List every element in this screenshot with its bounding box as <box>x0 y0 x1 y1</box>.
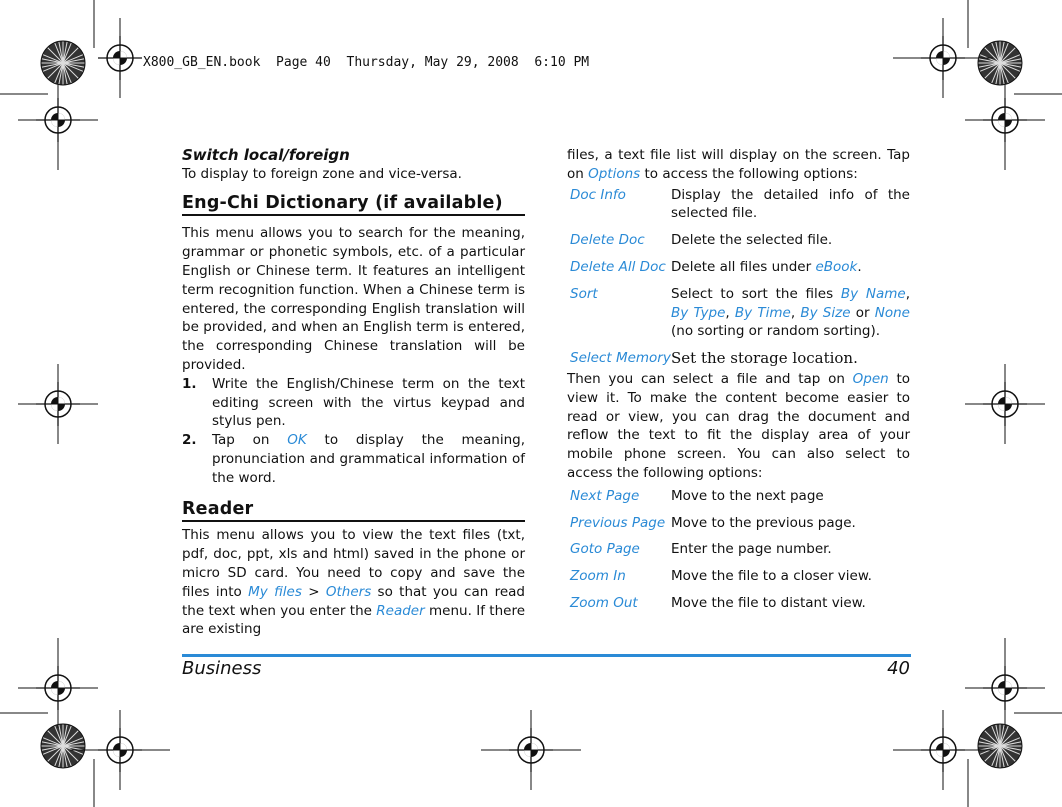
others-link: Others <box>325 583 372 600</box>
option-row <box>567 186 910 232</box>
options-link: Options <box>588 165 641 182</box>
then-text <box>567 370 910 483</box>
intro-text-1: files, a text file list will display on the screen. Tap on <box>567 147 910 182</box>
by-size-link: By Size <box>800 304 851 321</box>
option-desc: Enter the page number. <box>671 541 832 558</box>
option-row <box>567 567 910 594</box>
page-number: 40 <box>887 658 910 679</box>
step-text-post: to display the meaning, pronunciation and grammatical information of the word. <box>212 432 525 486</box>
option-row <box>567 594 910 621</box>
then-text-1: Then you can select a file and tap on <box>567 370 853 387</box>
option-desc: Display the detailed info of the selected file. <box>671 186 910 222</box>
option-key: Zoom Out <box>570 594 638 611</box>
desc-pre: Select to sort the files <box>671 285 841 302</box>
option-desc: Move to the previous page. <box>671 514 856 531</box>
option-desc: Move to the next page <box>671 487 824 504</box>
reader-text-1: This menu allows you to view the text files (txt, pdf, doc, ppt, xls and html) saved in the phone or micro SD card. You need to copy and save the files into <box>182 527 525 600</box>
option-row <box>567 514 910 541</box>
view-options-table <box>567 487 910 621</box>
option-key: Select Memory <box>570 350 671 367</box>
footer-section: Business <box>182 658 262 679</box>
reader-title: Reader <box>182 500 525 523</box>
option-key: Zoom In <box>570 568 626 585</box>
desc-pre: Delete all files under <box>671 258 816 275</box>
step-text-pre: Tap on <box>212 432 288 449</box>
step-number: 1. <box>182 375 197 392</box>
option-row <box>567 258 910 285</box>
sep: or <box>850 304 875 321</box>
sep: , <box>725 304 735 321</box>
by-time-link: By Time <box>734 304 791 321</box>
option-row <box>567 349 910 370</box>
open-link: Open <box>852 370 889 387</box>
step-1 <box>182 375 525 431</box>
reader-link: Reader <box>376 602 425 619</box>
option-key: Previous Page <box>570 514 666 531</box>
my-files-link: My files <box>248 583 302 600</box>
options-intro <box>567 146 910 184</box>
desc-post: (no sorting or random sorting). <box>671 323 880 340</box>
sep: , <box>790 304 801 321</box>
option-desc <box>671 285 910 349</box>
option-key: Next Page <box>570 487 640 504</box>
none-link: None <box>874 304 910 321</box>
by-type-link: By Type <box>671 304 726 321</box>
option-desc: Set the storage location. <box>671 349 858 368</box>
option-desc <box>671 258 910 285</box>
option-desc: Delete the selected file. <box>671 232 833 249</box>
switch-text: To display to foreign zone and vice-versa. <box>182 165 462 182</box>
print-header: X800_GB_EN.book Page 40 Thursday, May 29, 2008 6:10 PM <box>143 55 590 70</box>
ok-link: OK <box>287 432 307 449</box>
desc-post: . <box>857 258 862 275</box>
footer-rule <box>182 654 911 657</box>
dict-title: Eng-Chi Dictionary (if available) <box>182 194 525 217</box>
file-options-table <box>567 186 910 370</box>
dict-steps <box>182 375 525 488</box>
ebook-link: eBook <box>815 258 858 275</box>
reader-text <box>182 526 525 639</box>
switch-title: Switch local/foreign <box>182 146 350 164</box>
option-key: Sort <box>570 285 598 302</box>
reader-text-3: menu. If there are existing <box>182 602 525 638</box>
option-desc: Move the file to distant view. <box>671 594 866 611</box>
option-key: Delete Doc <box>570 232 645 249</box>
dict-text: This menu allows you to search for the meaning, grammar or phonetic symbols, etc. of a particular English or Chinese term. It features an intelligent term recognition function. When a Chinese term is entered, the corresponding English translation will be provided, and when an English term is entered, the corresponding Chinese translation will be provided. <box>182 225 525 373</box>
sep: , <box>905 285 910 302</box>
option-row <box>567 285 910 349</box>
option-row <box>567 487 910 514</box>
right-column <box>567 146 910 621</box>
option-row <box>567 540 910 567</box>
option-key: Goto Page <box>570 541 640 558</box>
step-2 <box>182 431 525 487</box>
left-column <box>182 146 525 639</box>
path-separator: > <box>301 583 326 600</box>
intro-text-2: to access the following options: <box>640 165 858 182</box>
reader-text-2: so that you can read the text when you enter the <box>182 583 526 619</box>
step-text: Write the English/Chinese term on the text editing screen with the virtus keypad and stylus pen. <box>212 375 525 430</box>
option-key: Delete All Doc <box>570 258 666 275</box>
option-desc: Move the file to a closer view. <box>671 568 872 585</box>
option-key: Doc Info <box>570 186 626 203</box>
step-number: 2. <box>182 432 197 449</box>
option-row <box>567 231 910 258</box>
by-name-link: By Name <box>840 285 906 302</box>
step-text <box>212 431 525 487</box>
then-text-2: to view it. To make the content become easier to read or view, you can drag the document and reflow the text to fit the display area of your mobile phone screen. You can also select to access the following options: <box>567 370 910 481</box>
